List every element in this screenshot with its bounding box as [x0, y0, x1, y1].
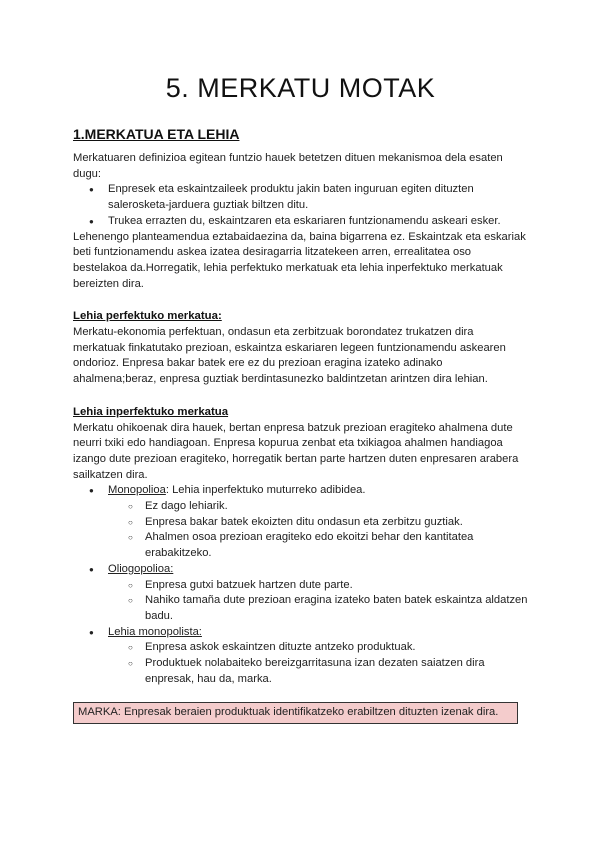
list-item: ● Trukea errazten du, eskaintzaren eta eskariaren funtzionamendu askeari esker. [73, 214, 528, 230]
market-type-desc: : Lehia inperfektuko muturreko adibidea. [165, 484, 366, 497]
list-item: ○ Enpresa bakar batek ekoizten ditu ondasun eta zerbitzu guztiak. [73, 515, 528, 531]
section-heading-market: 1.MERKATUA ETA LEHIA [73, 126, 240, 142]
perfect-competition-text: Merkatu-ekonomia perfektuan, ondasun eta zerbitzuak borondatez trukatzen dira merkatuak finkatutako prezioan, eskaintza eskariaren legeen funtzionamendu askearen ondorioz. Enpresa bakar batek ere ez du prezioan eragina izateko adinako ahalmena;beraz, enpresa guztiak berdintasunezko baldintzetan arintzen dira lehian. [73, 326, 506, 386]
list-item: ● Enpresek eta eskaintzaileek produktu jakin baten inguruan egiten dituzten salerosketa-jarduera guztiak biltzen ditu. [73, 182, 528, 213]
imperfect-competition-text: Merkatu ohikoenak dira hauek, bertan enpresa batzuk prezioan eragiteko ahalmena dute neurri txiki edo handiagoan. Enpresa kopurua zenbat eta txikiagoa ahalmen handiagoa izango dute prezioan eragiteko, horregatik bertan parte hartzen duten enpresaren arabera sailkatzen dira. [73, 421, 519, 481]
list-item: ○ Enpresa askok eskaintzen dituzte antzeko produktuak. [73, 640, 528, 656]
market-type-monopoly [73, 483, 528, 562]
market-type-oligopoly [73, 562, 528, 625]
sub-list [108, 499, 528, 562]
market-bullet-list [73, 182, 528, 229]
page-title: 5. MERKATU MOTAK [165, 73, 436, 103]
brand-note-box: MARKA: Enpresak beraien produktuak identifikatzeko erabiltzen dituzten izenak dira. [73, 702, 518, 725]
market-type-monopolistic [73, 625, 528, 688]
sub-list [108, 640, 528, 687]
list-item: ○ Produktuek nolabaiteko bereizgarritasuna izan dezaten saiatzen dira enpresak, hau da, marka. [73, 656, 528, 687]
list-item: ○ Ahalmen osoa prezioan eragiteko edo ekoitzi behar den kantitatea erabakitzeko. [73, 530, 528, 561]
market-paragraph: Lehenengo planteamendua eztabaidaezina da, baina bigarrena ez. Eskaintzak eta eskariak beti funtzionamendu askea izatea desiragarria litzatekeen arren, errealitatea oso bestelakoa da.Horregatik, lehia perfektuko merkatuak eta lehia inperfektuko merkatuak bereizten dira. [73, 230, 526, 290]
market-types-list [73, 483, 528, 687]
market-type-name: Oliogopolioa: [108, 562, 174, 575]
market-type-name: Lehia monopolista: [108, 625, 202, 638]
list-item: ○ Nahiko tamaña dute prezioan eragina izateko baten batek eskaintza aldatzen badu. [73, 593, 528, 624]
list-item: ○ Enpresa gutxi batzuek hartzen dute parte. [73, 578, 528, 594]
market-type-name: Monopolioa [108, 484, 166, 497]
perfect-competition-heading: Lehia perfektuko merkatua: [73, 310, 222, 323]
list-item: ○ Ez dago lehiarik. [73, 499, 528, 515]
sub-list [108, 578, 528, 625]
market-intro: Merkatuaren definizioa egitean funtzio hauek betetzen dituen mekanismoa dela esaten dugu: [73, 152, 503, 180]
imperfect-competition-heading: Lehia inperfektuko merkatua [73, 405, 229, 418]
